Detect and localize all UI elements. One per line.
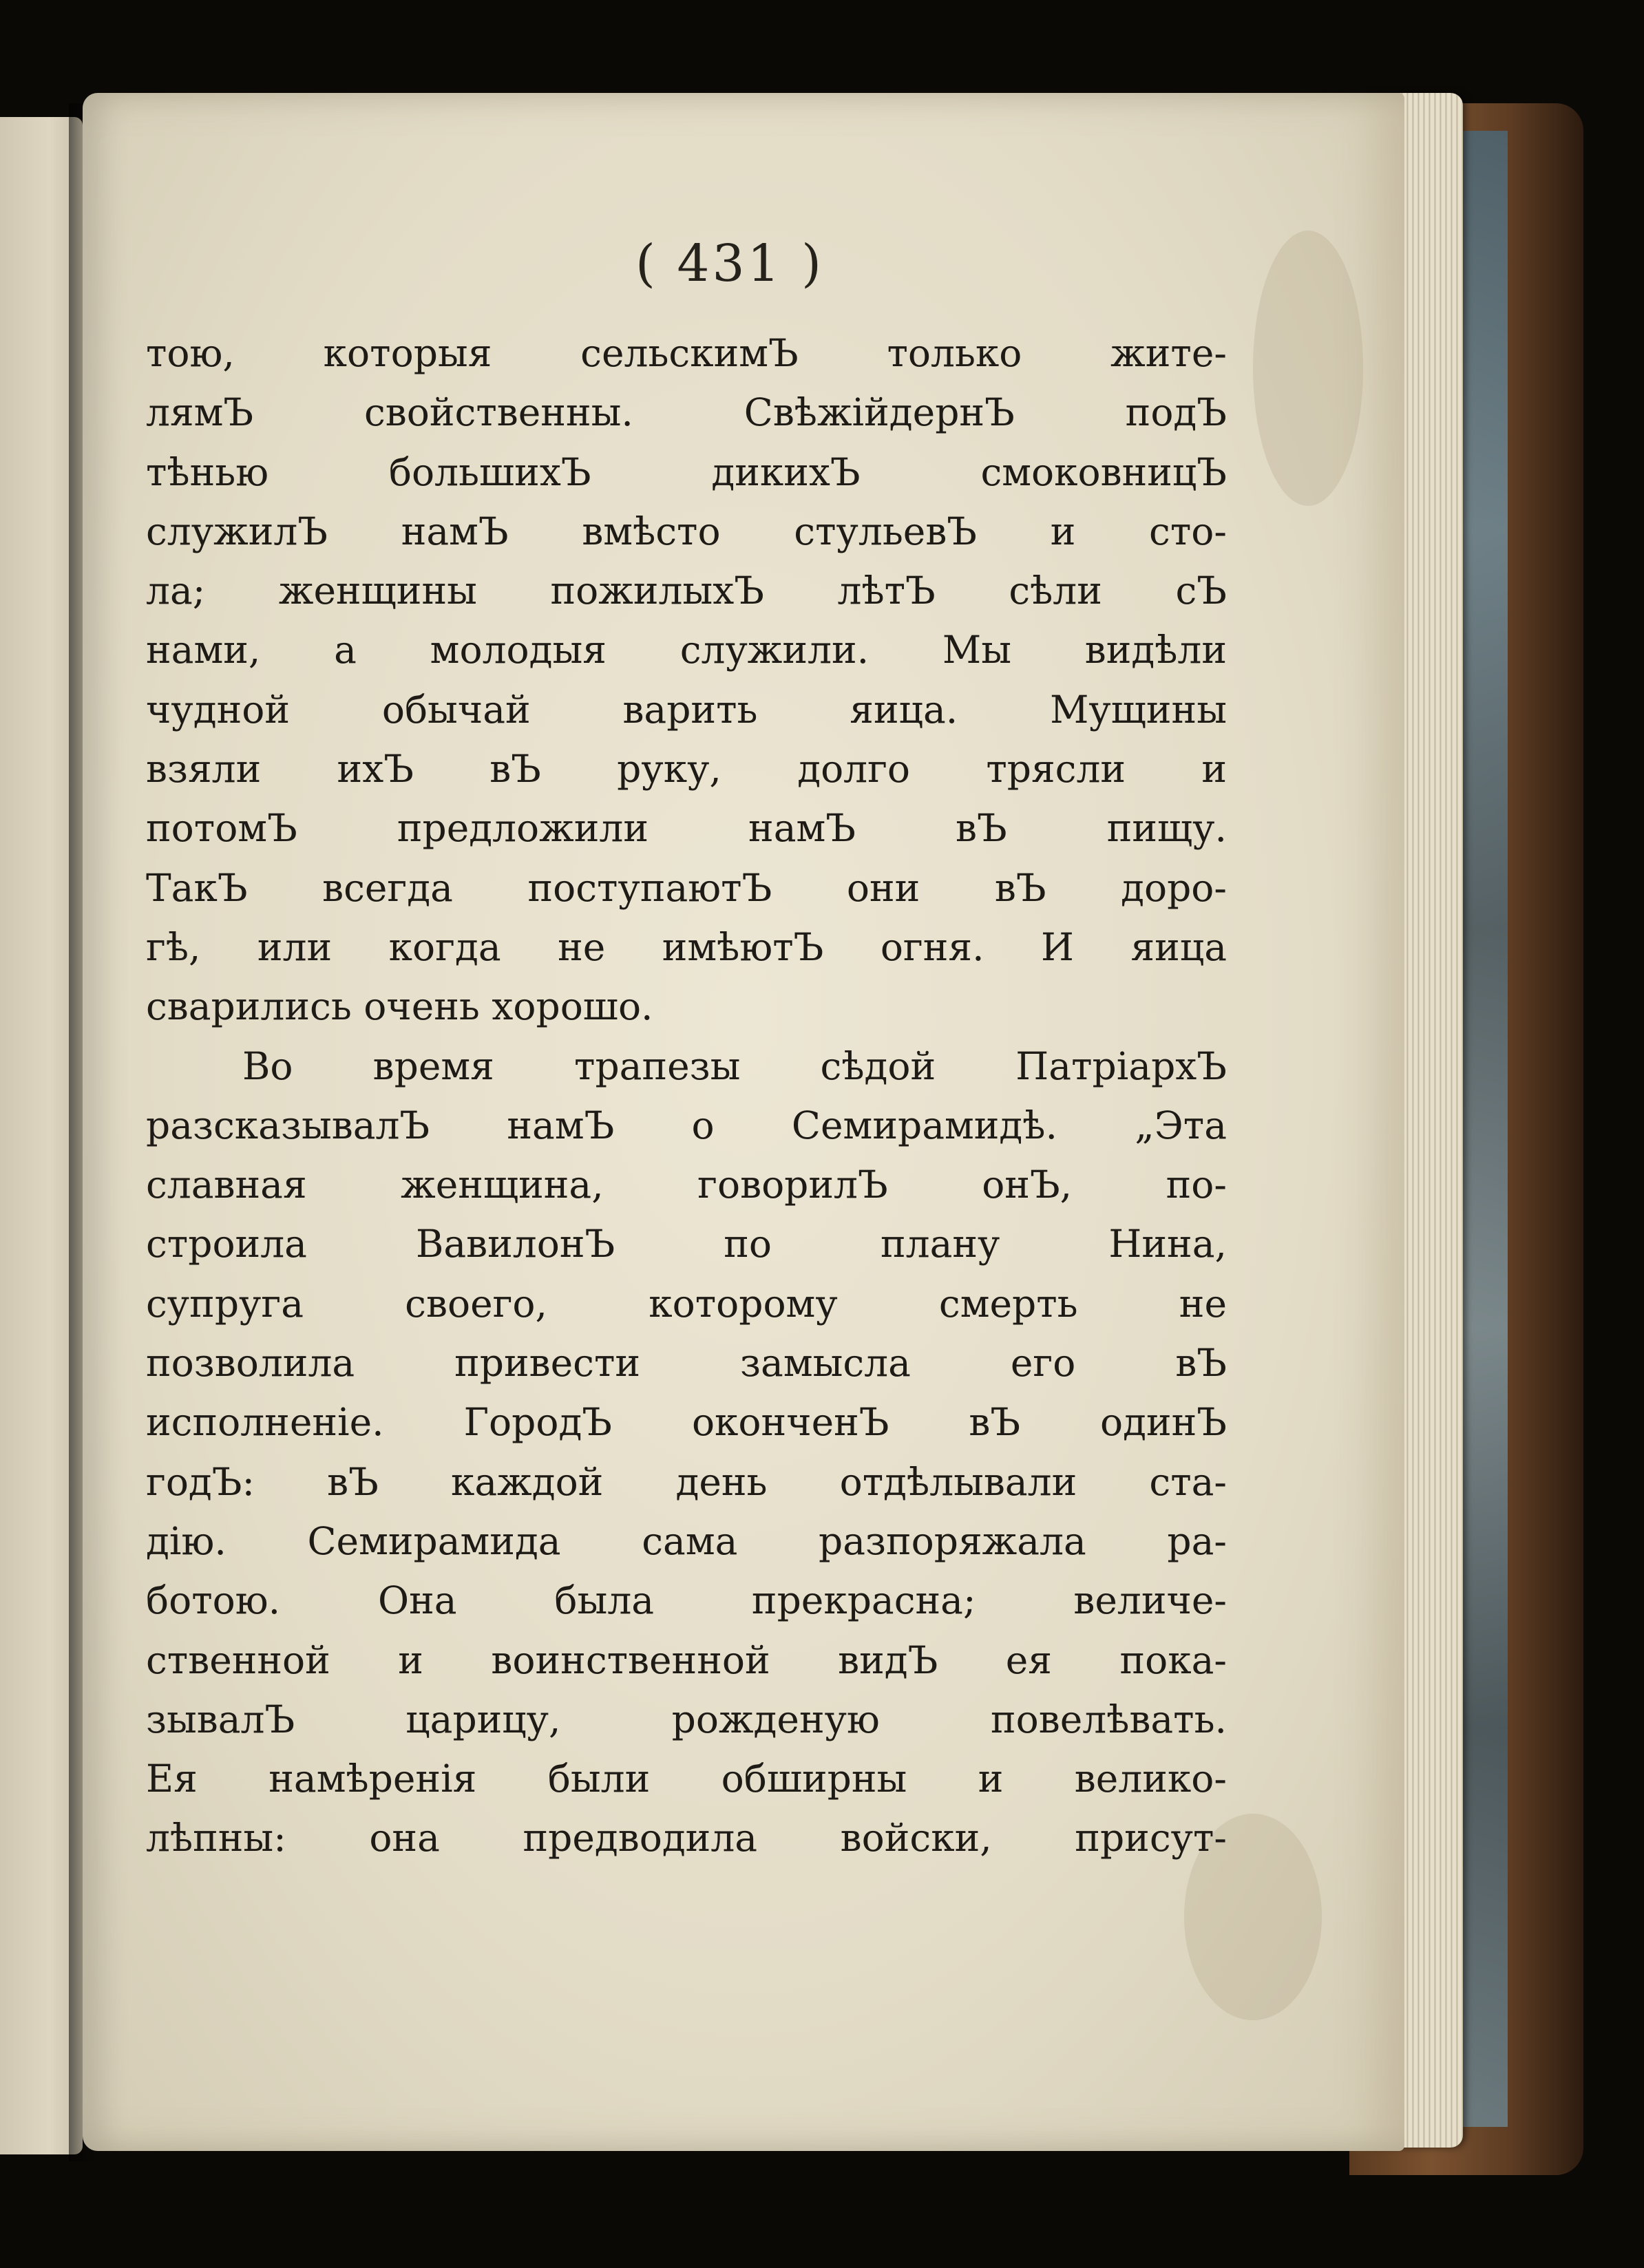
text-line: потомЪ предложили намЪ вЪ пищу. (146, 806, 1227, 851)
text-line: позволила привести замысла его вЪ (146, 1341, 1227, 1386)
text-line: дію. Семирамида сама разпоряжала ра- (146, 1518, 1227, 1563)
text-line: ла; женщины пожилыхЪ лѣтЪ сѣли сЪ (146, 569, 1227, 613)
text-line: нами, а молодыя служили. Мы видѣли (146, 628, 1227, 672)
text-line: строила ВавилонЪ по плану Нина, (146, 1222, 1227, 1267)
text-line: лямЪ свойственны. СвѣжійдернЪ подЪ (146, 390, 1227, 435)
page-number: ( 431 ) (635, 234, 825, 293)
text-line: разсказывалЪ намЪ о Семирамидѣ. „Эта (146, 1103, 1227, 1147)
text-line: сварились очень хорошо. (146, 984, 653, 1029)
text-line: служилЪ намЪ вмѣсто стульевЪ и сто- (146, 509, 1227, 553)
text-line: Во время трапезы сѣдой ПатріархЪ (242, 1043, 1227, 1088)
text-line: ботою. Она была прекрасна; величе- (146, 1578, 1227, 1623)
text-line: ТакЪ всегда поступаютЪ они вЪ доро- (146, 865, 1227, 910)
text-line: тою, которыя сельскимЪ только жите- (146, 331, 1227, 375)
marbled-endpaper (1459, 131, 1508, 2127)
body-text (146, 324, 1227, 1868)
text-line: славная женщина, говорилЪ онЪ, по- (146, 1163, 1227, 1207)
text-line: тѣнью большихЪ дикихЪ смоковницЪ (146, 449, 1227, 494)
text-line: ственной и воинственной видЪ ея пока- (146, 1638, 1227, 1682)
text-line: исполненіе. ГородЪ оконченЪ вЪ одинЪ (146, 1400, 1227, 1445)
text-line: супруга своего, которому смерть не (146, 1281, 1227, 1326)
text-line: взяли ихЪ вЪ руку, долго трясли и (146, 747, 1227, 792)
text-line: Ея намѣренія были обширны и велико- (146, 1757, 1227, 1801)
book-page (83, 93, 1404, 2151)
text-line: годЪ: вЪ каждой день отдѣлывали ста- (146, 1459, 1227, 1504)
text-line: гѣ, или когда не имѣютЪ огня. И яица (146, 924, 1227, 969)
text-line: зывалЪ царицу, рожденую повелѣвать. (146, 1697, 1227, 1741)
text-line: чудной обычай варить яица. Мущины (146, 687, 1227, 732)
text-line: лѣпны: она предводила войски, присут- (146, 1816, 1227, 1861)
